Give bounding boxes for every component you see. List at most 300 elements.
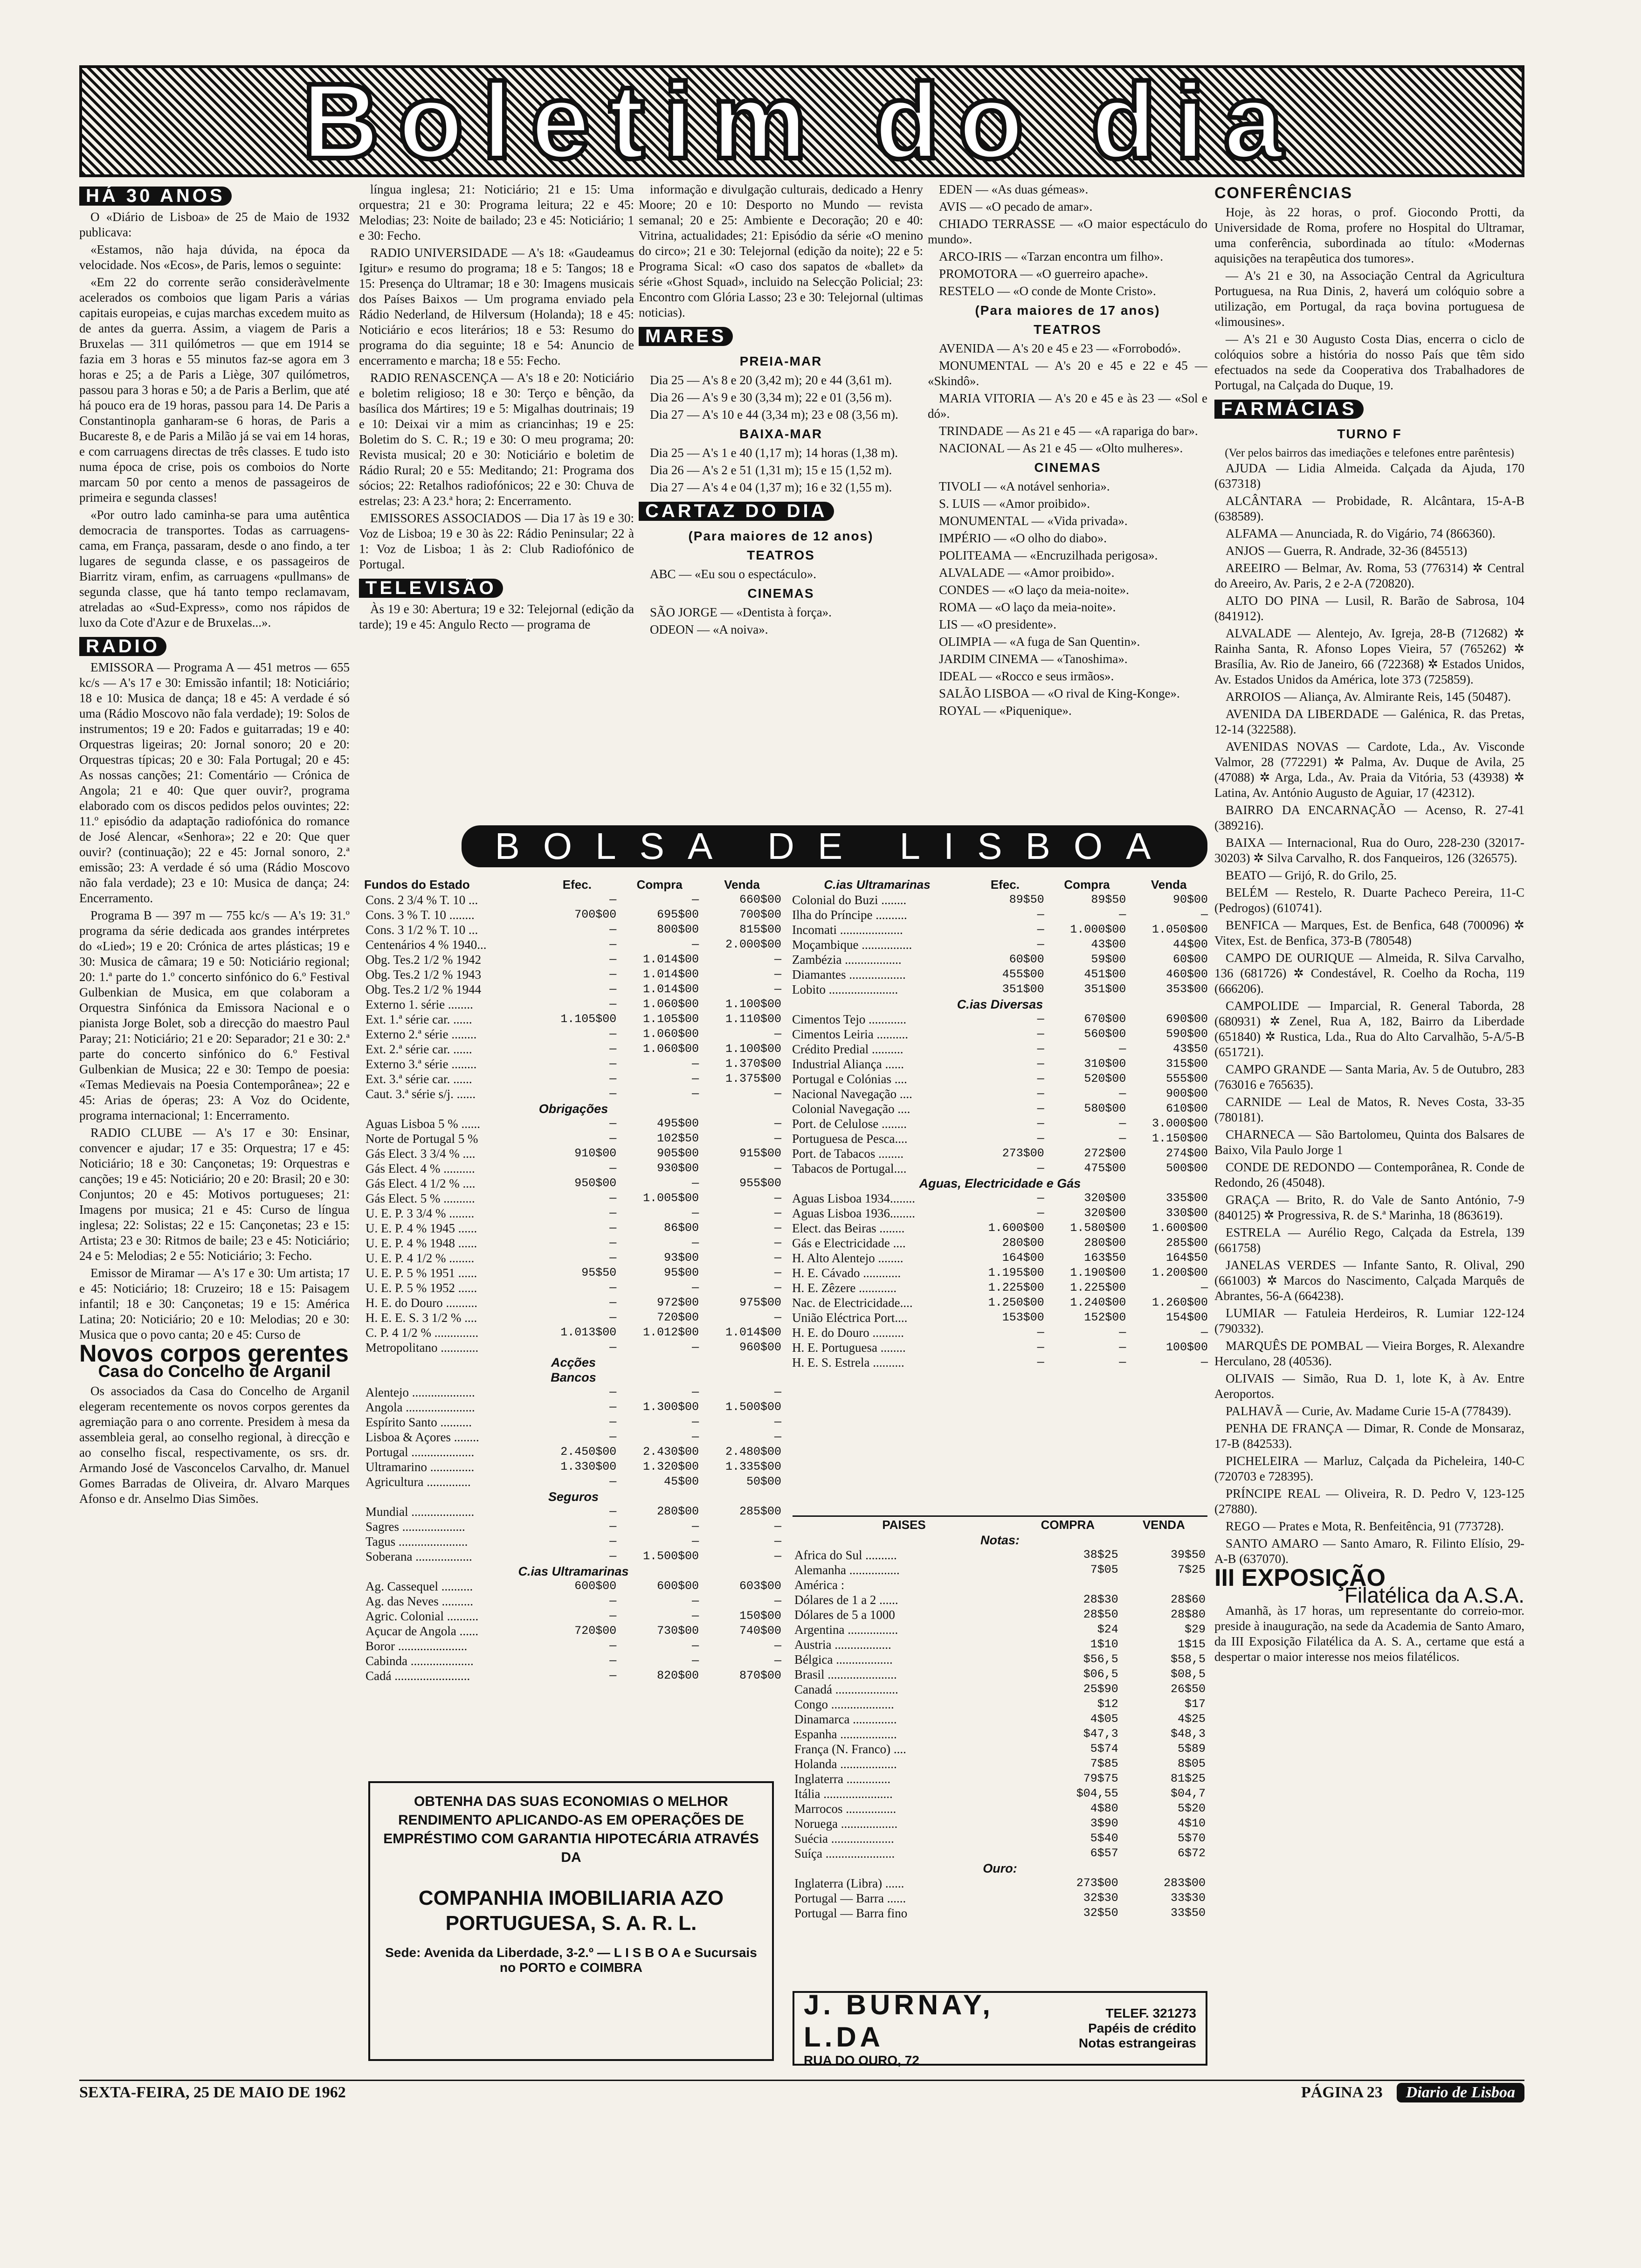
cinema-line: PROMOTORA — «O guerreiro apache». — [939, 267, 1148, 281]
row-value: 273$00 — [1002, 1147, 1044, 1160]
row-value: — — [1119, 1355, 1126, 1369]
row-value: 1.225$00 — [988, 1281, 1044, 1294]
ha30-paragraph: «Estamos, não haja dúvida, na época da velocidade. Nos «Ecos», de Paris, lemos o seguinte: — [79, 242, 350, 272]
table-row — [364, 1265, 783, 1280]
row-label: Africa do Sul .......... — [794, 1548, 897, 1562]
row-value: 3.000$00 — [1151, 1117, 1208, 1130]
row-value: 1.600$00 — [1151, 1221, 1208, 1235]
cinema-line: TIVOLI — «A notável senhoria». — [939, 479, 1110, 493]
row-value: — — [774, 1087, 781, 1100]
row-value: — — [692, 1415, 699, 1429]
row-value: — — [609, 1475, 617, 1488]
pharmacy-entry: LUMIAR — Fatuleia Herdeiros, R. Lumiar 122-124 (790332). — [1214, 1306, 1524, 1335]
row-value: $29 — [1184, 1623, 1206, 1636]
row-label: Mundial .................... — [365, 1505, 475, 1519]
table-row — [364, 1042, 783, 1057]
row-value: — — [774, 1594, 781, 1608]
pharmacy-entry: ALFAMA — Anunciada, R. do Vigário, 74 (866360). — [1226, 526, 1496, 540]
row-label: União Eléctrica Port.... — [792, 1311, 908, 1325]
table-row — [793, 1607, 1207, 1622]
row-value: 7$05 — [1090, 1563, 1118, 1577]
row-value: — — [1119, 1132, 1126, 1145]
table-row — [793, 1727, 1207, 1742]
row-value: 274$00 — [1165, 1147, 1208, 1160]
row-value: 955$00 — [739, 1176, 781, 1190]
row-label: Cabinda .................... — [365, 1654, 474, 1668]
table-row — [790, 1161, 1210, 1176]
table-row — [364, 1609, 783, 1624]
row-value: 154$00 — [1165, 1311, 1208, 1324]
pharmacy-entry: CONDE DE REDONDO — Contemporânea, R. Conde de Redondo, 26 (45048). — [1214, 1160, 1524, 1189]
table-row — [364, 1430, 783, 1445]
row-value: — — [1037, 1117, 1044, 1130]
col-venda-r: Venda — [1151, 878, 1187, 892]
row-value: — — [609, 1132, 617, 1145]
row-value: 455$00 — [1002, 968, 1044, 981]
row-label: Obg. Tes.2 1/2 % 1944 — [365, 982, 482, 996]
row-value: — — [1037, 908, 1044, 921]
row-value: 1.100$00 — [725, 1042, 781, 1056]
row-value: 95$00 — [664, 1266, 699, 1279]
row-label: Portugal e Colónias .... — [792, 1072, 907, 1086]
cinema-line: EDEN — «As duas gémeas». — [939, 182, 1089, 196]
row-value: 1$10 — [1090, 1638, 1118, 1651]
row-label: Austria .................. — [794, 1638, 891, 1652]
row-label: França (N. Franco) .... — [794, 1742, 906, 1756]
row-value: 972$00 — [657, 1296, 699, 1309]
row-label: Crédito Predial .......... — [792, 1042, 903, 1056]
row-value: — — [692, 1594, 699, 1608]
table-row — [793, 1756, 1207, 1771]
row-value: 1.600$00 — [988, 1221, 1044, 1235]
tide-line: Dia 27 — A's 4 e 04 (1,37 m); 16 e 32 (1,55 m). — [650, 480, 892, 494]
pharmacy-entry: ALTO DO PINA — Lusil, R. Barão de Sabrosa, 104 (841912). — [1214, 594, 1524, 623]
col-compra-cambio: COMPRA — [1041, 1518, 1095, 1532]
row-label: Zambézia .................. — [792, 953, 902, 967]
row-label: Suíça ...................... — [794, 1846, 895, 1860]
row-value: — — [609, 923, 617, 936]
expo-subtitle: Filatélica da A.S.A. — [1344, 1583, 1524, 1607]
row-value: 730$00 — [657, 1624, 699, 1638]
ad2-papeis: Papéis de crédito — [1088, 2021, 1196, 2035]
row-value: 152$00 — [1084, 1311, 1126, 1324]
ad1-address: Sede: Avenida da Liberdade, 3-2.º — L I S B O A e Sucursais no PORTO e COIMBRA — [385, 1945, 757, 1975]
baixa-mar-list — [639, 445, 923, 495]
row-label: C. P. 4 1/2 % .............. — [365, 1326, 479, 1340]
section-label: C.ias Diversas — [957, 997, 1043, 1011]
row-value: — — [1119, 1326, 1126, 1339]
row-value: 1.300$00 — [643, 1400, 699, 1414]
row-value: — — [609, 1639, 617, 1653]
row-value: — — [692, 1535, 699, 1548]
table-row — [793, 1816, 1207, 1831]
row-value: 820$00 — [657, 1669, 699, 1682]
row-value: — — [692, 1520, 699, 1533]
cinemas-list-2 — [928, 479, 1207, 719]
row-value: 1.225$00 — [1070, 1281, 1126, 1294]
row-label: Metropolitano ............ — [365, 1341, 479, 1355]
row-label: H. E. E. S. 3 1/2 % .... — [365, 1311, 477, 1325]
row-value: 610$00 — [1165, 1102, 1208, 1115]
table-row — [790, 907, 1210, 922]
row-value: — — [774, 1162, 781, 1175]
table-row — [790, 1280, 1210, 1295]
row-value: 1.000$00 — [1070, 923, 1126, 936]
row-value: 33$30 — [1170, 1891, 1206, 1905]
table-row — [364, 1639, 783, 1653]
row-label: H. E. do Douro .......... — [365, 1296, 477, 1310]
pharmacy-entry: ESTRELA — Aurélio Rego, Calçada da Estrela, 139 (661758) — [1214, 1225, 1524, 1255]
row-value: $24 — [1097, 1623, 1118, 1636]
row-value: 28$80 — [1170, 1608, 1206, 1621]
row-value: 495$00 — [657, 1117, 699, 1130]
row-value: 1.105$00 — [560, 1012, 617, 1026]
table-row — [364, 1236, 783, 1251]
row-value: — — [692, 1176, 699, 1190]
preia-mar-list — [639, 373, 923, 422]
row-label: Suécia .................... — [794, 1832, 894, 1846]
pharmacy-entry: AREEIRO — Belmar, Av. Roma, 53 (776314) ✲ Central do Areeiro, Av. Paris, 2 e 2-A (720820). — [1214, 561, 1524, 590]
row-value: 603$00 — [739, 1579, 781, 1593]
row-value: 283$00 — [1163, 1876, 1206, 1890]
row-value: 910$00 — [574, 1147, 617, 1160]
row-value: 351$00 — [1084, 982, 1126, 996]
radio-paragraph: EMISSORES ASSOCIADOS — Dia 17 às 19 e 30: Voz de Lisboa; 19 e 30 às 22: Rádio Peninsular; 22 à 1: Voz de Lisboa; 1 às 2: Club Radiofónico de Portugal. — [359, 511, 634, 571]
row-label: Holanda .................. — [794, 1757, 897, 1771]
masthead — [79, 65, 1524, 177]
cinemas-list — [639, 605, 923, 637]
table-row — [364, 1474, 783, 1489]
table-row — [790, 1355, 1210, 1370]
row-value: $56,5 — [1083, 1653, 1118, 1666]
row-label: Ilha do Príncipe .......... — [792, 908, 907, 922]
row-label: Portuguesa de Pesca.... — [792, 1132, 908, 1146]
row-value: $04,7 — [1170, 1787, 1206, 1800]
table-row — [790, 1131, 1210, 1146]
row-value: 1.012$00 — [643, 1326, 699, 1339]
preia-mar-heading: PREIA-MAR — [739, 354, 822, 368]
table-row — [793, 1906, 1207, 1921]
row-label: Bélgica .................. — [794, 1653, 893, 1666]
table-row — [793, 1697, 1207, 1712]
row-value: 102$50 — [657, 1132, 699, 1145]
row-label: Ext. 3.ª série car. ...... — [365, 1072, 472, 1086]
row-value: 81$25 — [1170, 1772, 1206, 1785]
ad2-tel: TELEF. 321273 — [1105, 2006, 1196, 2020]
expo-title: III EXPOSIÇÃO — [1214, 1564, 1386, 1591]
row-value: 670$00 — [1084, 1012, 1126, 1026]
row-value: 32$50 — [1083, 1906, 1118, 1920]
row-label: H. E. do Douro .......... — [792, 1326, 904, 1340]
cinema-line: ROYAL — «Piquenique». — [939, 704, 1072, 718]
row-value: — — [609, 1162, 617, 1175]
table-row — [793, 1548, 1207, 1563]
table-row — [364, 1101, 783, 1116]
section-radio: RADIO — [79, 637, 166, 656]
row-value: 60$00 — [1009, 953, 1044, 966]
table-row — [793, 1667, 1207, 1682]
row-value: 6$57 — [1090, 1846, 1118, 1860]
table-row — [793, 1861, 1207, 1876]
row-value: 32$30 — [1083, 1891, 1118, 1905]
row-value: — — [692, 1385, 699, 1399]
row-value: — — [692, 938, 699, 951]
row-value: — — [609, 1535, 617, 1548]
pharmacy-entry: PALHAVÃ — Curie, Av. Madame Curie 15-A (778439). — [1226, 1404, 1511, 1418]
theatre-line: TRINDADE — As 21 e 45 — «A rapariga do bar». — [939, 424, 1198, 438]
row-label: Port. de Tabacos ........ — [792, 1147, 904, 1161]
table-row — [364, 1355, 783, 1370]
row-value: 86$00 — [664, 1221, 699, 1235]
row-label: Argentina ................ — [794, 1623, 898, 1637]
row-value: 1.500$00 — [643, 1549, 699, 1563]
row-value: 60$00 — [1172, 953, 1208, 966]
row-value: — — [1037, 923, 1044, 936]
row-value: — — [609, 1042, 617, 1056]
table-row — [364, 1116, 783, 1131]
row-value: 280$00 — [1084, 1236, 1126, 1250]
row-value: 2.480$00 — [725, 1445, 781, 1459]
table-row — [364, 967, 783, 982]
novos-title: Novos corpos gerentes — [79, 1340, 349, 1367]
row-value: 320$00 — [1084, 1206, 1126, 1220]
table-row — [364, 1295, 783, 1310]
novos-subtitle: Casa do Concelho de Arganil — [98, 1362, 331, 1381]
row-value: 5$70 — [1177, 1832, 1206, 1845]
bolsa-title: BOLSA DE LISBOA — [462, 825, 1207, 867]
row-label: Industrial Aliança ...... — [792, 1057, 904, 1071]
row-label: Marrocos ................ — [794, 1802, 896, 1816]
row-value: — — [692, 1341, 699, 1354]
table-row — [790, 967, 1210, 982]
tide-line: Dia 25 — A's 1 e 40 (1,17 m); 14 horas (1,38 m). — [650, 446, 898, 460]
row-value: 815$00 — [739, 923, 781, 936]
teatros-heading: TEATROS — [747, 548, 815, 562]
row-value: — — [774, 1639, 781, 1653]
row-value: 500$00 — [1165, 1162, 1208, 1175]
table-row — [790, 1221, 1210, 1236]
cinema-line: ALVALADE — «Amor proibido». — [939, 566, 1115, 580]
ha30-paragraph: O «Diário de Lisboa» de 25 de Maio de 1932 publicava: — [79, 210, 350, 239]
table-row — [364, 1445, 783, 1459]
table-row — [793, 1637, 1207, 1652]
radio-paragraph: Emissor de Miramar — A's 17 e 30: Um artista; 17 e 45: Noticiário; 18: Cruzeiro; 18 e 15: Paisagem infantil; 18 e 30: Cançonetas; 19 e 15: América Latina; 20: Noticiário; 20 e 10: Melodias; 20 e 30: Musica que o povo canta; 20 e 45: Curso de — [79, 1266, 350, 1341]
row-label: Ultramarino .............. — [365, 1460, 475, 1474]
row-value: — — [692, 893, 699, 906]
row-value: — — [774, 1132, 781, 1145]
section-cartaz: CARTAZ DO DIA — [639, 502, 834, 521]
cinema-line: JARDIM CINEMA — «Tanoshima». — [939, 652, 1128, 666]
table-row — [793, 1533, 1207, 1548]
section-farmacias: FARMÁCIAS — [1214, 400, 1364, 419]
row-value: 1.110$00 — [725, 1012, 781, 1026]
row-label: Gás Elect. 5 % .......... — [365, 1191, 475, 1205]
row-label: Aguas Lisboa 1934........ — [792, 1191, 915, 1205]
row-value: — — [1119, 1341, 1126, 1354]
teatros-list — [928, 341, 1207, 456]
pharmacy-entry: GRAÇA — Brito, R. do Vale de Santo António, 7-9 (840125) ✲ Progressiva, R. de S.ª Marinha, 18 (863619). — [1214, 1193, 1524, 1222]
row-label: Cons. 3 1/2 % T. 10 ... — [365, 923, 478, 937]
row-value: 89$50 — [1009, 893, 1044, 906]
cinemas-heading: CINEMAS — [747, 586, 814, 601]
table-row — [793, 1652, 1207, 1667]
footer-date: SEXTA-FEIRA, 25 DE MAIO DE 1962 — [79, 2084, 346, 2101]
table-row — [364, 1668, 783, 1683]
row-label: Gás Elect. 4 1/2 % .... — [365, 1176, 476, 1190]
row-label: Lisboa & Açores ........ — [365, 1430, 479, 1444]
table-row — [364, 1131, 783, 1146]
row-value: 690$00 — [1165, 1012, 1208, 1026]
turno-heading: TURNO F — [1337, 427, 1402, 441]
row-value: — — [774, 1266, 781, 1279]
row-value: 1.500$00 — [725, 1400, 781, 1414]
expo-text: Amanhã, às 17 horas, um representante do correio-mor. preside à inauguração, na sede da Academia de Santo Amaro, da III Exposição Filatélica da A. S. A., certame que está a despertar o maior interesse nos meios filatélicos. — [1214, 1604, 1524, 1664]
row-label: Obg. Tes.2 1/2 % 1942 — [365, 953, 482, 967]
row-value: — — [774, 1117, 781, 1130]
cinema-line: MONUMENTAL — «Vida privada». — [939, 514, 1128, 528]
row-label: H. E. S. Estrela .......... — [792, 1355, 904, 1369]
theatre-line: NACIONAL — As 21 e 45 — «Olto mulheres». — [939, 441, 1183, 455]
table-row — [793, 1771, 1207, 1786]
row-label: Canadá .................... — [794, 1682, 898, 1696]
pharmacy-entry: ALVALADE — Alentejo, Av. Igreja, 28-B (712682) ✲ Rainha Santa, R. Afonso Lopes Vieira, 57 (765262) ✲ Brasília, Av. Rio de Janeiro, 66 (722368) ✲ Estados Unidos, Av. Estados Unidos da América, lote 373 (725859). — [1214, 626, 1524, 686]
cinema-line: SÃO JORGE — «Dentista à força». — [650, 605, 832, 619]
row-label: U. E. P. 4 1/2 % ........ — [365, 1251, 475, 1265]
table-row — [364, 1653, 783, 1668]
row-value: 28$60 — [1170, 1593, 1206, 1606]
row-value: 44$00 — [1172, 938, 1208, 951]
row-value: 7$85 — [1090, 1757, 1118, 1770]
table-row — [793, 1563, 1207, 1577]
row-label: Ag. Cassequel .......... — [365, 1579, 473, 1593]
row-value: 163$50 — [1084, 1251, 1126, 1265]
table-row — [364, 937, 783, 952]
cinema-line: LIS — «O presidente». — [939, 617, 1056, 631]
row-value: 5$89 — [1177, 1742, 1206, 1756]
row-value: — — [609, 1400, 617, 1414]
row-label: Ag. das Neves .......... — [365, 1594, 473, 1608]
row-label: Cons. 3 % T. 10 ........ — [365, 908, 475, 922]
table-row — [793, 1577, 1207, 1592]
row-value: 1.250$00 — [988, 1296, 1044, 1309]
row-value: — — [1119, 1117, 1126, 1130]
table-row — [364, 907, 783, 922]
cinemas-heading-2: CINEMAS — [1034, 460, 1101, 475]
table-row — [364, 1594, 783, 1609]
cambio-table — [793, 1515, 1207, 1921]
pharmacy-entry: BEATO — Grijó, R. do Grilo, 25. — [1226, 868, 1397, 882]
row-value: — — [609, 1072, 617, 1086]
table-row — [364, 952, 783, 967]
table-row — [790, 1295, 1210, 1310]
row-value: 153$00 — [1002, 1311, 1044, 1324]
pharmacy-entry: BENFICA — Marques, Est. de Benfica, 648 (700096) ✲ Vitex, Est. de Benfica, 373-B (780548) — [1214, 918, 1524, 947]
row-value: — — [1037, 1102, 1044, 1115]
row-value: — — [609, 1654, 617, 1667]
row-value: 460$00 — [1165, 968, 1208, 981]
row-value: 33$50 — [1170, 1906, 1206, 1920]
table-row — [793, 1742, 1207, 1756]
row-value: 93$00 — [664, 1251, 699, 1265]
pharmacy-entry: REGO — Prates e Mota, R. Benfeitência, 91 (773728). — [1226, 1519, 1504, 1533]
cinema-line: POLITEAMA — «Encruzilhada perigosa». — [939, 548, 1158, 562]
row-value: — — [692, 1206, 699, 1220]
row-label: Nac. de Electricidade.... — [792, 1296, 913, 1310]
row-value: 2.000$00 — [725, 938, 781, 951]
masthead-title: Boletim do dia — [302, 65, 1302, 177]
table-row — [364, 1221, 783, 1236]
table-row — [364, 1027, 783, 1042]
row-value: — — [1037, 1057, 1044, 1071]
table-row — [790, 1027, 1210, 1042]
table-row — [790, 922, 1210, 937]
row-value: 720$00 — [574, 1624, 617, 1638]
row-label: Tagus ...................... — [365, 1535, 468, 1549]
row-value: — — [692, 1057, 699, 1071]
row-value: — — [609, 1609, 617, 1623]
row-label: Tabacos de Portugal.... — [792, 1162, 907, 1175]
row-label: Incomati .................... — [792, 923, 903, 937]
row-label: Port. de Celulose ........ — [792, 1117, 907, 1131]
row-value: 1.060$00 — [643, 997, 699, 1011]
row-label: U. E. P. 4 % 1945 ...... — [365, 1221, 477, 1235]
row-value: 79$75 — [1083, 1772, 1118, 1785]
row-label: Gás e Electricidade .... — [792, 1236, 906, 1250]
row-value: 335$00 — [1165, 1191, 1208, 1205]
row-value: — — [1037, 1072, 1044, 1086]
row-value: — — [692, 1654, 699, 1667]
row-value: — — [774, 1549, 781, 1563]
row-value: 975$00 — [739, 1296, 781, 1309]
ad2-address: RUA DO OURO, 72 — [804, 2053, 919, 2067]
table-row — [364, 1191, 783, 1206]
row-value: — — [609, 1669, 617, 1682]
table-row — [364, 1251, 783, 1265]
table-row — [364, 1086, 783, 1101]
pharmacy-entry: AVENIDAS NOVAS — Cardote, Lda., Av. Visconde Valmor, 28 (772291) ✲ Palma, Av. Duque de Avila, 25 (47088) ✲ Arga, Lda., Av. Praia da Vitória, 53 (43938) ✲ Latina, Av. António Augusto de Aguiar, 17 (42312). — [1214, 740, 1524, 800]
row-value: 43$50 — [1172, 1042, 1208, 1056]
row-value: 1.105$00 — [643, 1012, 699, 1026]
pharmacy-entry: ANJOS — Guerra, R. Andrade, 32-36 (845513) — [1226, 544, 1468, 558]
row-label: U. E. P. 5 % 1951 ...... — [365, 1266, 477, 1280]
row-value: — — [609, 968, 617, 981]
cinema-line: CHIADO TERRASSE — «O maior espectáculo do mundo». — [928, 217, 1207, 246]
row-value: 5$20 — [1177, 1802, 1206, 1815]
row-value: — — [774, 1535, 781, 1548]
row-label: Externo 1. série ........ — [365, 997, 473, 1011]
row-value: 1.580$00 — [1070, 1221, 1126, 1235]
row-label: Caut. 3.ª série s/j. ...... — [365, 1087, 476, 1101]
row-value: — — [774, 1385, 781, 1399]
row-value: 695$00 — [657, 908, 699, 921]
row-value: — — [774, 1251, 781, 1265]
row-value: — — [609, 1206, 617, 1220]
row-value: 5$40 — [1090, 1832, 1118, 1845]
row-value: 38$25 — [1083, 1548, 1118, 1562]
tide-line: Dia 26 — A's 9 e 30 (3,34 m); 22 e 01 (3,56 m). — [650, 390, 892, 404]
row-value: — — [609, 938, 617, 951]
row-value: — — [1037, 1206, 1044, 1220]
radio-paragraph: RADIO RENASCENÇA — A's 18 e 20: Noticiário e boletim religioso; 18 e 30: Terço e bênção, da basílica dos Mártires; 19 e 5: Migalhas doutrinais; 19 e 10: Deixai vir a mim as criancinhas; 19 e 25: Boletim do S. C. R.; 19 e 30: O meu programa; 20: Revista musical; 20 e 30: Noticiário e boletim de Rádio Rural; 20 e 55: Meditando; 21: Programa dos sócios; 22: Retalhos radiofónicos; 22 e 30: Chuva de estrelas; 23: A 23.ª hora; 2: Encerramento. — [359, 371, 634, 508]
row-label: Cadá ........................ — [365, 1669, 470, 1683]
row-label: Inglaterra .............. — [794, 1772, 891, 1786]
row-label: Colonial do Buzi ........ — [792, 893, 907, 907]
row-value: 280$00 — [657, 1505, 699, 1518]
row-value: — — [774, 1281, 781, 1294]
table-row — [790, 982, 1210, 997]
table-row — [364, 982, 783, 997]
row-label: Moçambique ................ — [792, 938, 912, 952]
